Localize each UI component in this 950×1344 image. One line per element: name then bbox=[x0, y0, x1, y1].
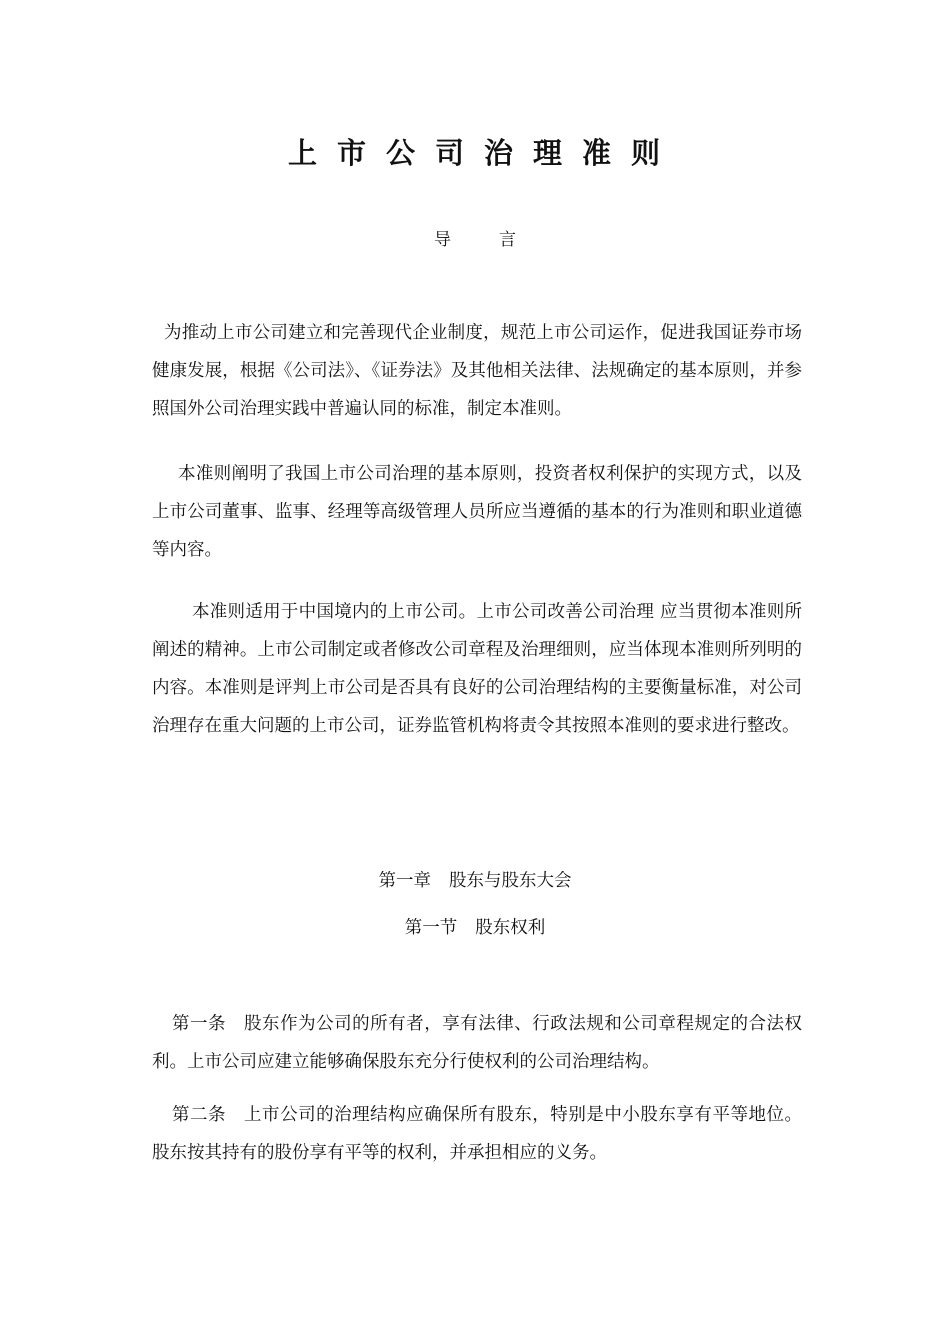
article-text: 股东作为公司的所有者，享有法律、行政法规和公司章程规定的合法权利。上市公司应建立能够确保股东充分行使权利的公司治理结构。 bbox=[152, 1014, 802, 1072]
article-number: 第二条 bbox=[172, 1105, 227, 1125]
chapter-number: 第一章 bbox=[378, 871, 431, 891]
article-1 bbox=[152, 1005, 802, 1081]
article-text: 上市公司的治理结构应确保所有股东，特别是中小股东享有平等地位。股东按其持有的股份享有平等的权利，并承担相应的义务。 bbox=[152, 1105, 802, 1163]
intro-heading-char-1: 导 bbox=[434, 230, 451, 250]
intro-heading-char-2: 言 bbox=[499, 230, 516, 250]
intro-paragraph-1: 为推动上市公司建立和完善现代企业制度，规范上市公司运作，促进我国证券市场健康发展，根据《公司法》、《证券法》及其他相关法律、法规确定的基本原则，并参照国外公司治理实践中普遍认同的标准，制定本准则。 bbox=[152, 323, 802, 419]
chapter-name: 股东与股东大会 bbox=[449, 871, 572, 891]
article-number: 第一条 bbox=[172, 1014, 227, 1034]
intro-paragraph-3: 本准则适用于中国境内的上市公司。上市公司改善公司治理 应当贯彻本准则所阐述的精神。上市公司制定或者修改公司章程及治理细则，应当体现本准则所列明的内容。本准则是评判上市公司是否具有良好的公司治理结构的主要衡量标准，对公司治理存在重大问题的上市公司，证券监管机构将责令其按照本准则的要求进行整改。 bbox=[152, 602, 802, 736]
document-title: 上市公司治理准则 bbox=[287, 136, 680, 171]
article-2 bbox=[152, 1096, 802, 1172]
section-number: 第一节 bbox=[404, 918, 458, 938]
intro-heading bbox=[0, 226, 950, 254]
section-name: 股东权利 bbox=[475, 918, 546, 938]
section-heading bbox=[0, 913, 950, 943]
intro-paragraph-2: 本准则阐明了我国上市公司治理的基本原则，投资者权利保护的实现方式，以及上市公司董事、监事、经理等高级管理人员所应当遵循的基本的行为准则和职业道德等内容。 bbox=[152, 464, 802, 560]
chapter-heading bbox=[0, 866, 950, 896]
